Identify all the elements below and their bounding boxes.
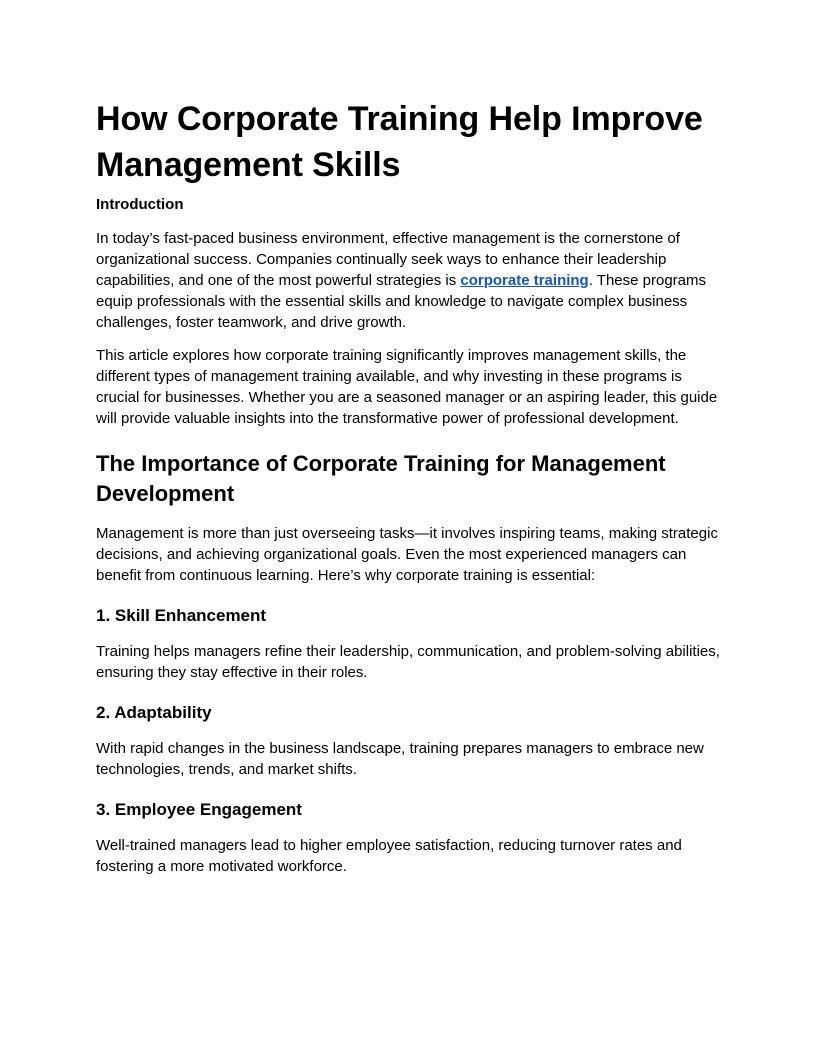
section-paragraph: Management is more than just overseeing tasks—it involves inspiring teams, making strategic decisions, and achieving organizational goals. Even the most experienced managers can benefit from continuous learning. Here’s why corporate training is essential: (96, 525, 718, 584)
intro-heading: Introduction (96, 196, 184, 213)
document-title: How Corporate Training Help Improve Management Skills (96, 100, 703, 184)
subsection-text-employee-engagement: Well-trained managers lead to higher employee satisfaction, reducing turnover rates and fostering a more motivated workforce. (96, 837, 682, 875)
intro-paragraph-1-after-link: . These programs equip professionals with the essential skills and knowledge to navigate complex business challenges, foster teamwork, and drive growth. (96, 272, 707, 331)
intro-paragraph-2: This article explores how corporate training significantly improves management skills, the different types of management training available, and why investing in these programs is crucial for businesses. Whether you are a seasoned manager or an aspiring leader, this guide will provide valuable insights into the transformative power of professional development. (96, 347, 718, 427)
subsection-heading-adaptability: 2. Adaptability (96, 703, 212, 722)
subsection-text-skill-enhancement: Training helps managers refine their leadership, communication, and problem-solving abilities, ensuring they stay effective in their roles. (96, 643, 720, 681)
corporate-training-link[interactable]: corporate training (460, 272, 589, 289)
section-heading: The Importance of Corporate Training for Management Development (96, 451, 666, 506)
subsection-heading-skill-enhancement: 1. Skill Enhancement (96, 606, 267, 625)
subsection-heading-employee-engagement: 3. Employee Engagement (96, 800, 302, 819)
subsection-text-adaptability: With rapid changes in the business landscape, training prepares managers to embrace new technologies, trends, and market shifts. (96, 740, 704, 778)
intro-paragraph-1-before-link: In today’s fast-paced business environment, effective management is the cornerstone of organizational success. Companies continually seek ways to enhance their leadership capabilities, and one of the most powerful strategies is (96, 230, 680, 289)
intro-paragraph-1 (96, 228, 720, 333)
